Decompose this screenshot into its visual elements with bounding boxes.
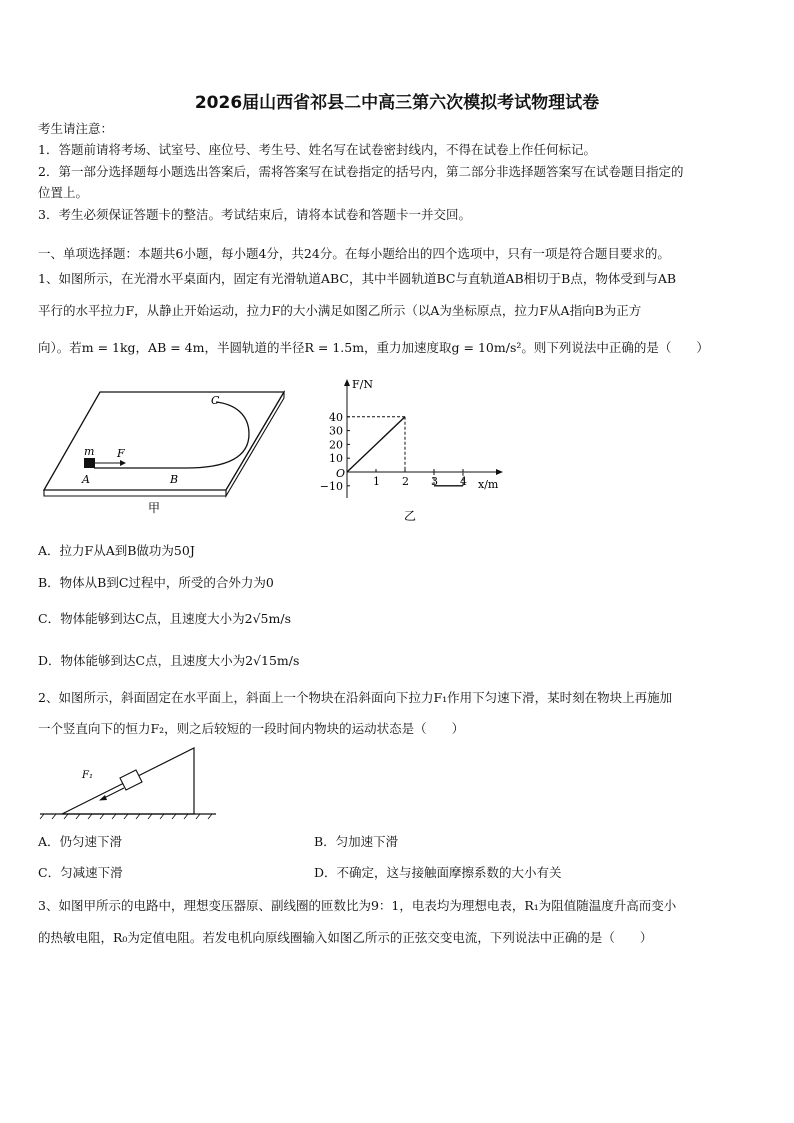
q1-figure-a: [36, 382, 296, 517]
notice-item-3: 3．考生必须保证答题卡的整洁。考试结束后，请将本试卷和答题卡一并交回。: [38, 207, 471, 222]
x-tick-label: 2: [402, 475, 409, 488]
y-tick-label: 20: [329, 438, 343, 452]
q1-option-d[interactable]: D．物体能够到达C点，且速度大小为2√15m/s: [38, 653, 300, 668]
origin-label: O: [336, 467, 346, 480]
label-f: F: [117, 447, 125, 460]
q2-line-1: 2、如图所示，斜面固定在水平面上，斜面上一个物块在沿斜面向下拉力F₁作用下匀速下滑，某时刻在物块上再施加: [38, 690, 673, 705]
q3-line-1: 3、如图甲所示的电路中，理想变压器原、副线圈的匝数比为9：1，电表均为理想电表，R₁为阻值随温度升高而变小: [38, 898, 677, 913]
x-axis-arrow: [496, 469, 503, 475]
section-heading: 一、单项选择题：本题共6小题，每小题4分，共24分。在每小题给出的四个选项中，只有一项是符合题目要求的。: [38, 246, 670, 261]
page-title: 2026届山西省祁县二中高三第六次模拟考试物理试卷: [194, 93, 600, 113]
q2-incline-figure: [38, 744, 218, 820]
fig-b-caption: 乙: [404, 509, 417, 523]
fig-a-caption: 甲: [148, 501, 161, 515]
q2-option-d[interactable]: D．不确定，这与接触面摩擦系数的大小有关: [314, 865, 562, 880]
force-arrow-head: [120, 460, 126, 466]
x-tick-label: 1: [373, 475, 380, 488]
force-f1-arrow: [99, 795, 107, 801]
y-tick-label: −10: [319, 479, 343, 493]
q1-line-1: 1、如图所示，在光滑水平桌面内，固定有光滑轨道ABC，其中半圆轨道BC与直轨道AB相切于B点，物体受到与AB: [38, 271, 677, 286]
q1-option-b[interactable]: B．物体从B到C过程中，所受的合外力为0: [38, 575, 274, 590]
q2-option-c[interactable]: C．匀减速下滑: [38, 865, 123, 880]
q1-figure-b-chart: [312, 374, 512, 524]
y-tick-label: 10: [329, 452, 343, 466]
y-axis-arrow: [344, 379, 350, 386]
q2-option-a[interactable]: A．仍匀速下滑: [38, 834, 123, 849]
q1-line-3: 向）。若m = 1kg，AB = 4m，半圆轨道的半径R = 1.5m，重力加速度取g = 10m/s²。则下列说法中正确的是（ ）: [38, 340, 709, 355]
x-tick-label: 3: [431, 475, 438, 488]
q2-option-b[interactable]: B．匀加速下滑: [314, 834, 399, 849]
y-tick-label: 40: [329, 410, 343, 424]
label-a: A: [82, 473, 90, 486]
ground-hatch: [40, 814, 212, 819]
label-c: C: [211, 394, 220, 407]
q3-line-2: 的热敏电阻，R₀为定值电阻。若发电机向原线圈输入如图乙所示的正弦交变电流，下列说法中正确的是（ ）: [38, 930, 653, 945]
block: [120, 770, 142, 790]
q1-line-2: 平行的水平拉力F，从静止开始运动，拉力F的大小满足如图乙所示（以A为坐标原点，拉力F从A指向B为正方: [38, 303, 642, 318]
y-tick-label: 30: [329, 424, 343, 438]
x-tick-label: 4: [460, 475, 467, 488]
notice-item-2-cont: 位置上。: [38, 185, 89, 200]
label-f1: F₁: [82, 770, 93, 781]
label-m: m: [84, 445, 95, 458]
q2-line-2: 一个竖直向下的恒力F₂，则之后较短的一段时间内物块的运动状态是（ ）: [38, 721, 465, 736]
q1-option-a[interactable]: A．拉力F从A到B做功为50J: [38, 543, 195, 558]
y-axis-label: F/N: [352, 378, 373, 391]
table-edge-front: [44, 490, 226, 496]
x-axis-label: x/m: [478, 478, 499, 491]
q1-option-c[interactable]: C．物体能够到达C点，且速度大小为2√5m/s: [38, 611, 291, 626]
tick-group: [320, 411, 467, 493]
notice-item-2: 2．第一部分选择题每小题选出答案后，需将答案写在试卷指定的括号内，第二部分非选择题答案写在试卷题目指定的: [38, 164, 684, 179]
notice-heading: 考生请注意：: [38, 121, 114, 136]
block-m: [84, 458, 95, 468]
label-b: B: [170, 473, 179, 486]
series-segment-0: [347, 417, 405, 472]
notice-item-1: 1．答题前请将考场、试室号、座位号、考生号、姓名写在试卷密封线内，不得在试卷上作任何标记。: [38, 142, 596, 157]
